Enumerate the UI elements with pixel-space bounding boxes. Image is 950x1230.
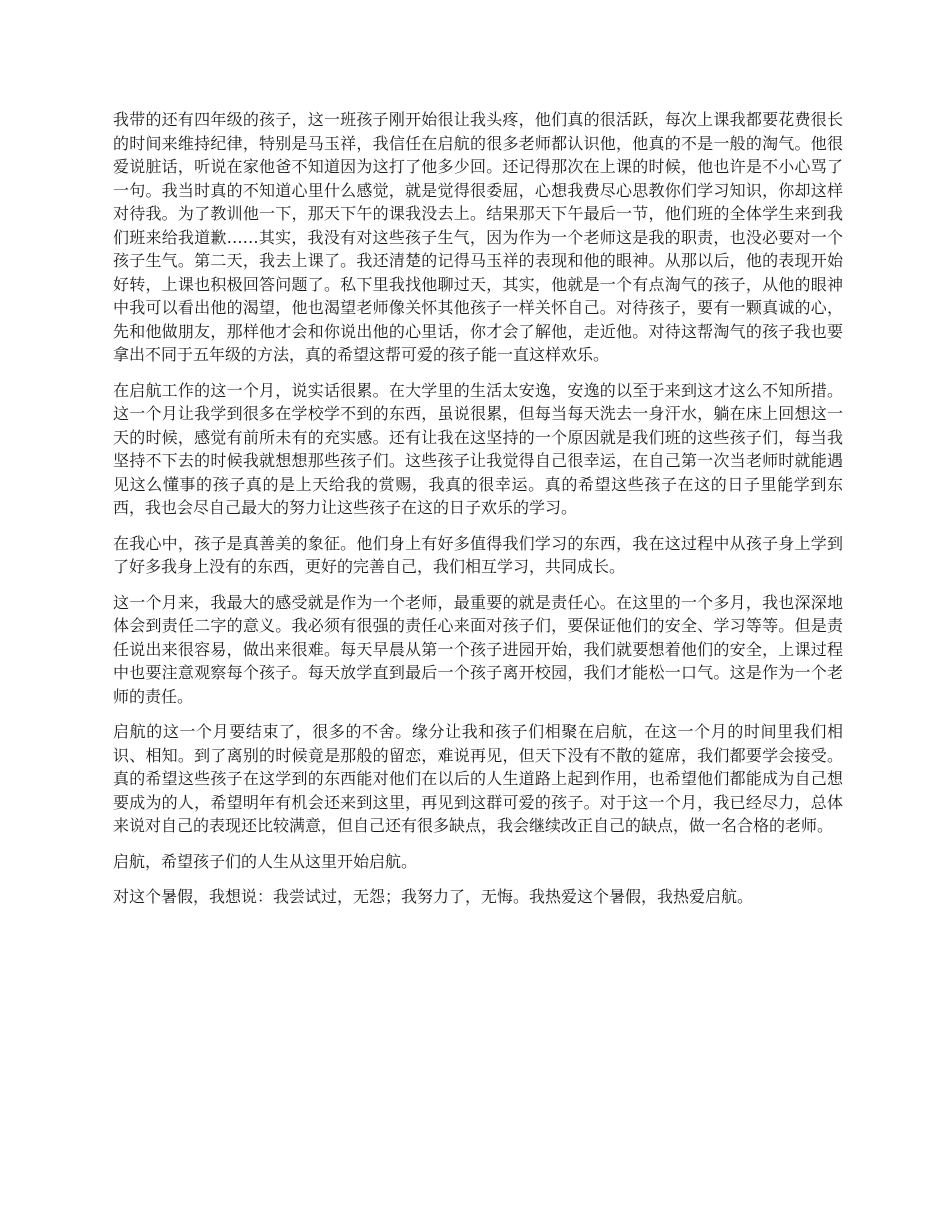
paragraph-1: 我带的还有四年级的孩子，这一班孩子刚开始很让我头疼，他们真的很活跃，每次上课我都要花费很长的时间来维持纪律，特别是马玉祥，我信任在启航的很多老师都认识他，他真的不是一般的淘气。他很爱说脏话，听说在家他爸不知道因为这打了他多少回。还记得那次在上课的时候，他也许是不小心骂了一句。我当时真的不知道心里什么感觉，就是觉得很委屈，心想我费尽心思教你们学习知识，你却这样对待我。为了教训他一下，那天下午的课我没去上。结果那天下午最后一节，他们班的全体学生来到我们班来给我道歉……其实，我没有对这些孩子生气，因为作为一个老师这是我的职责，也没必要对一个孩子生气。第二天，我去上课了。我还清楚的记得马玉祥的表现和他的眼神。从那以后，他的表现开始好转，上课也积极回答问题了。私下里我找他聊过天，其实，他就是一个有点淘气的孩子，从他的眼神中我可以看出他的渴望，他也渴望老师像关怀其他孩子一样关怀自己。对待孩子，要有一颗真诚的心，先和他做朋友，那样他才会和你说出他的心里话，你才会了解他，走近他。对待这帮淘气的孩子我也要拿出不同于五年级的方法，真的希望这帮可爱的孩子能一直这样欢乐。: [113, 110, 843, 364]
paragraph-4: 这一个月来，我最大的感受就是作为一个老师，最重要的就是责任心。在这里的一个多月，我也深深地体会到责任二字的意义。我必须有很强的责任心来面对孩子们，要保证他们的安全、学习等等。但是责任说出来很容易，做出来很难。每天早晨从第一个孩子进园开始，我们就要想着他们的安全，上课过程中也要注意观察每个孩子。每天放学直到最后一个孩子离开校园，我们才能松一口气。这是作为一个老师的责任。: [113, 592, 843, 706]
document-body: [113, 108, 843, 921]
paragraph-6: 启航，希望孩子们的人生从这里开始启航。: [113, 851, 418, 871]
paragraph-3: 在我心中，孩子是真善美的象征。他们身上有好多值得我们学习的东西，我在这过程中从孩子身上学到了好多我身上没有的东西，更好的完善自己，我们相互学习，共同成长。: [113, 533, 843, 576]
paragraph-7: 对这个暑假，我想说：我尝试过，无怨；我努力了，无悔。我热爱这个暑假，我热爱启航。: [113, 887, 754, 906]
paragraph-5: 启航的这一个月要结束了，很多的不舍。缘分让我和孩子们相聚在启航，在这一个月的时间里我们相识、相知。到了离别的时候竟是那般的留恋，难说再见，但天下没有不散的筵席，我们都要学会接受。真的希望这些孩子在这学到的东西能对他们在以后的人生道路上起到作用，也希望他们都能成为自己想要成为的人，希望明年有机会还来到这里，再见到这群可爱的孩子。对于这一个月，我已经尽力，总体来说对自己的表现还比较满意，但自己还有很多缺点，我会继续改正自己的缺点，做一名合格的老师。: [113, 722, 843, 835]
paragraph-2: 在启航工作的这一个月，说实话很累。在大学里的生活太安逸，安逸的以至于来到这才这么不知所措。这一个月让我学到很多在学校学不到的东西，虽说很累，但每当每天洗去一身汗水，躺在床上回想这一天的时候，感觉有前所未有的充实感。还有让我在这坚持的一个原因就是我们班的这些孩子们，每当我坚持不下去的时候我就想想那些孩子们。这些孩子让我觉得自己很幸运，在自己第一次当老师时就能遇见这么懂事的孩子真的是上天给我的赏赐，我真的很幸运。真的希望这些孩子在这的日子里能学到东西，我也会尽自己最大的努力让这些孩子在这的日子欢乐的学习。: [113, 380, 843, 517]
